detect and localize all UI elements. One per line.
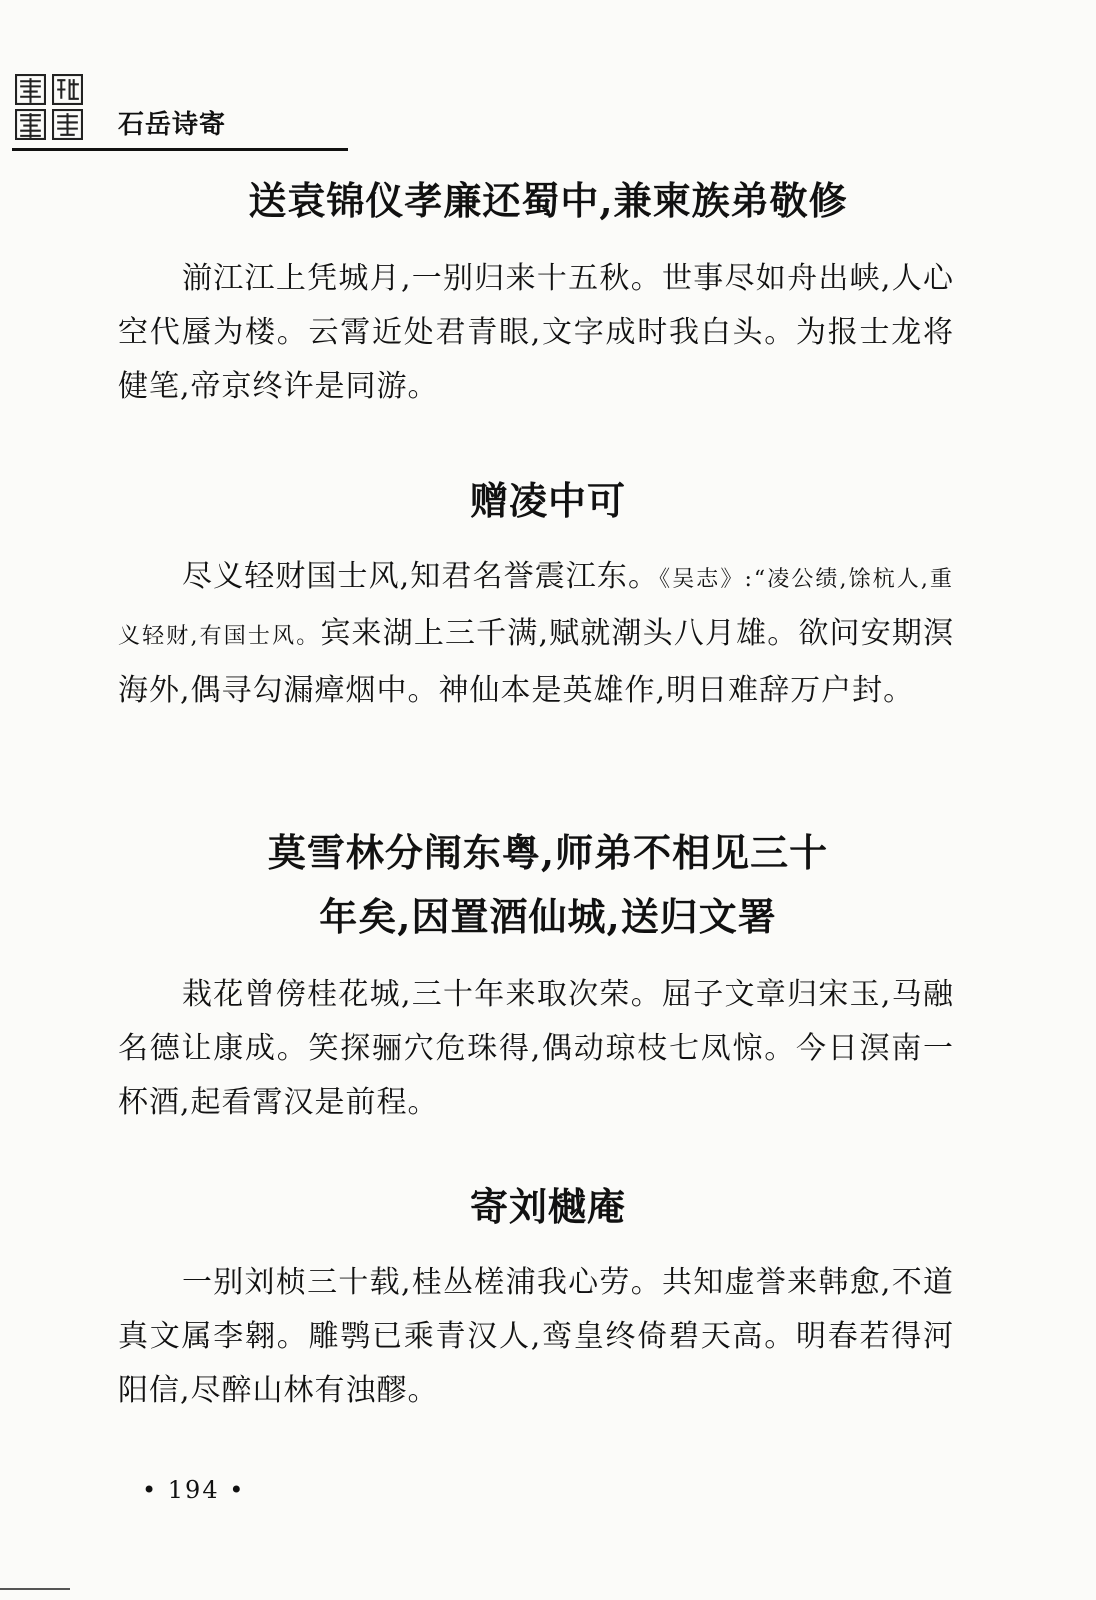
poem-text: 宾来湖上三千满,赋就潮头八月雄。欲问安期溟海外,偶寻勾漏瘴烟中。神仙本是英雄作,明日难辞万户封。 xyxy=(118,616,954,708)
poem-body xyxy=(118,252,954,414)
poem-text: 湔江江上凭城月,一别归来十五秋。世事尽如舟出峡,人心空代蜃为楼。云霄近处君青眼,文字成时我白头。为报士龙将健笔,帝京终许是同游。 xyxy=(118,261,954,404)
annotation-note: 《吴志》:“凌公绩,馀杭人,重义轻财,有国士风。 xyxy=(118,567,954,649)
poem-text: 尽义轻财国士风,知君名誉震江东。 xyxy=(182,559,660,594)
poem-body xyxy=(118,1256,954,1418)
header-rule xyxy=(12,148,348,151)
poem-title: 赠凌中可 xyxy=(469,478,626,523)
poem-body xyxy=(118,550,954,718)
bottom-rule xyxy=(0,1588,70,1590)
page-number: • 194 • xyxy=(142,1476,246,1504)
poem-text: 栽花曾傍桂花城,三十年来取次荣。屈子文章归宋玉,马融名德让康成。笑探骊穴危珠得,偶动琼枝七凤惊。今日溟南一杯酒,起看霄汉是前程。 xyxy=(118,977,954,1120)
seal-stamp-icon xyxy=(14,74,84,140)
poem-title-line: 年矣,因置酒仙城,送归文署 xyxy=(319,894,777,939)
poem-text: 一别刘桢三十载,桂丛槎浦我心劳。共知虚誉来韩愈,不道真文属李翱。雕鹗已乘青汉人,鸾皇终倚碧天高。明春若得河阳信,尽醉山林有浊醪。 xyxy=(118,1265,954,1408)
poem-title: 送袁锦仪孝廉还蜀中,兼柬族弟敬修 xyxy=(248,178,848,223)
poem-body xyxy=(118,968,954,1130)
book-title: 石岳诗寄 xyxy=(118,110,227,140)
poem-title: 寄刘樾庵 xyxy=(469,1184,626,1229)
poem-title-line: 莫雪林分闱东粤,师弟不相见三十 xyxy=(267,830,829,875)
